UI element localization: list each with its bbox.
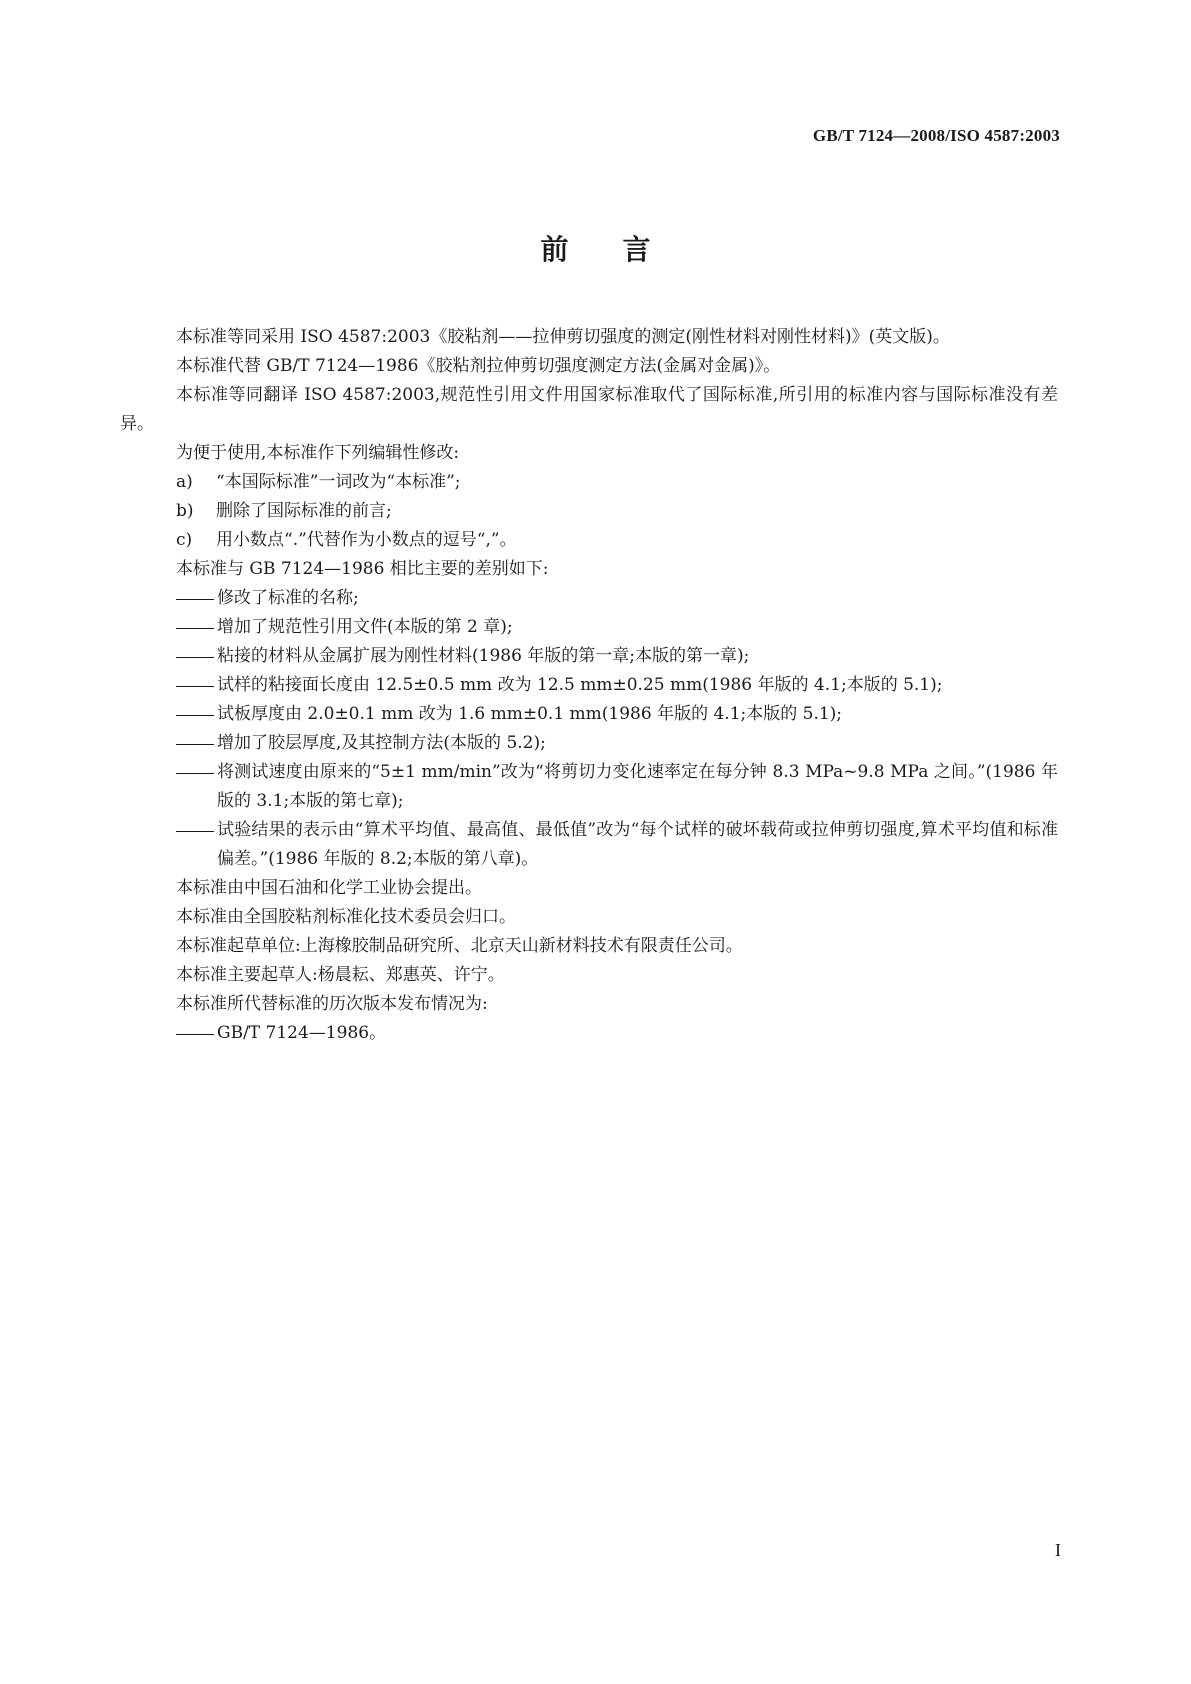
diff-item-text: 将测试速度由原来的“5±1 mm/min”改为“将剪切力变化速率定在每分钟 8.3 MPa~9.8 MPa 之间。”(1986 年版的 3.1;本版的第七章); [217, 762, 1058, 811]
edit-item-text: 用小数点“.”代替作为小数点的逗号“,”。 [216, 530, 517, 550]
diff-item [120, 584, 1058, 613]
paragraph-drafters: 本标准主要起草人:杨晨耘、郑惠英、许宁。 [176, 965, 505, 985]
paragraph-edit-intro: 为便于使用,本标准作下列编辑性修改: [176, 443, 460, 463]
paragraph-proposer: 本标准由中国石油和化学工业协会提出。 [176, 878, 482, 898]
edit-item [120, 497, 1058, 526]
diff-item-text: 试样的粘接面长度由 12.5±0.5 mm 改为 12.5 mm±0.25 mm(1986 年版的 4.1;本版的 5.1); [217, 675, 943, 695]
paragraph-history-intro: 本标准所代替标准的历次版本发布情况为: [176, 994, 488, 1014]
diff-item [120, 729, 1058, 758]
diff-item [120, 816, 1058, 874]
diff-item [120, 671, 1058, 700]
paragraph-diff-intro: 本标准与 GB 7124—1986 相比主要的差别如下: [176, 559, 549, 579]
edit-item [120, 526, 1058, 555]
diff-item [120, 642, 1058, 671]
edit-item-mark: b) [176, 501, 194, 521]
paragraph-replacement: 本标准代替 GB/T 7124—1986《胶粘剂拉伸剪切强度测定方法(金属对金属)》。 [176, 356, 781, 376]
diff-item-text: 增加了规范性引用文件(本版的第 2 章); [217, 617, 513, 637]
diff-item-text: 粘接的材料从金属扩展为刚性材料(1986 年版的第一章;本版的第一章); [217, 646, 750, 666]
diff-item [120, 613, 1058, 642]
diff-item-text: 修改了标准的名称; [217, 588, 359, 608]
paragraph-committee: 本标准由全国胶粘剂标准化技术委员会归口。 [176, 907, 516, 927]
foreword-body [120, 323, 1058, 1048]
standard-code: GB/T 7124—2008/ISO 4587:2003 [812, 126, 1060, 145]
history-item [120, 1019, 1058, 1048]
page-title: 前言 [540, 233, 705, 266]
paragraph-drafting-units: 本标准起草单位:上海橡胶制品研究所、北京天山新材料技术有限责任公司。 [176, 936, 743, 956]
page-number: I [1055, 1540, 1061, 1560]
history-item-text: GB/T 7124—1986。 [217, 1023, 387, 1043]
edit-item [120, 468, 1058, 497]
edit-item-mark: a) [176, 472, 193, 492]
diff-item-text: 试验结果的表示由“算术平均值、最高值、最低值”改为“每个试样的破坏载荷或拉伸剪切强度,算术平均值和标准偏差。”(1986 年版的 8.2;本版的第八章)。 [217, 820, 1058, 869]
paragraph-adoption: 本标准等同采用 ISO 4587:2003《胶粘剂——拉伸剪切强度的测定(刚性材料对刚性材料)》(英文版)。 [176, 327, 950, 347]
edit-item-mark: c) [176, 530, 193, 550]
paragraph-translation: 本标准等同翻译 ISO 4587:2003,规范性引用文件用国家标准取代了国际标准,所引用的标准内容与国际标准没有差异。 [120, 385, 1058, 434]
diff-item-text: 增加了胶层厚度,及其控制方法(本版的 5.2); [217, 733, 546, 753]
edit-item-text: 删除了国际标准的前言; [216, 501, 392, 521]
diff-item [120, 758, 1058, 816]
edit-item-text: “本国际标准”一词改为“本标准”; [216, 472, 461, 492]
diff-item-text: 试板厚度由 2.0±0.1 mm 改为 1.6 mm±0.1 mm(1986 年版的 4.1;本版的 5.1); [217, 704, 843, 724]
diff-item [120, 700, 1058, 729]
